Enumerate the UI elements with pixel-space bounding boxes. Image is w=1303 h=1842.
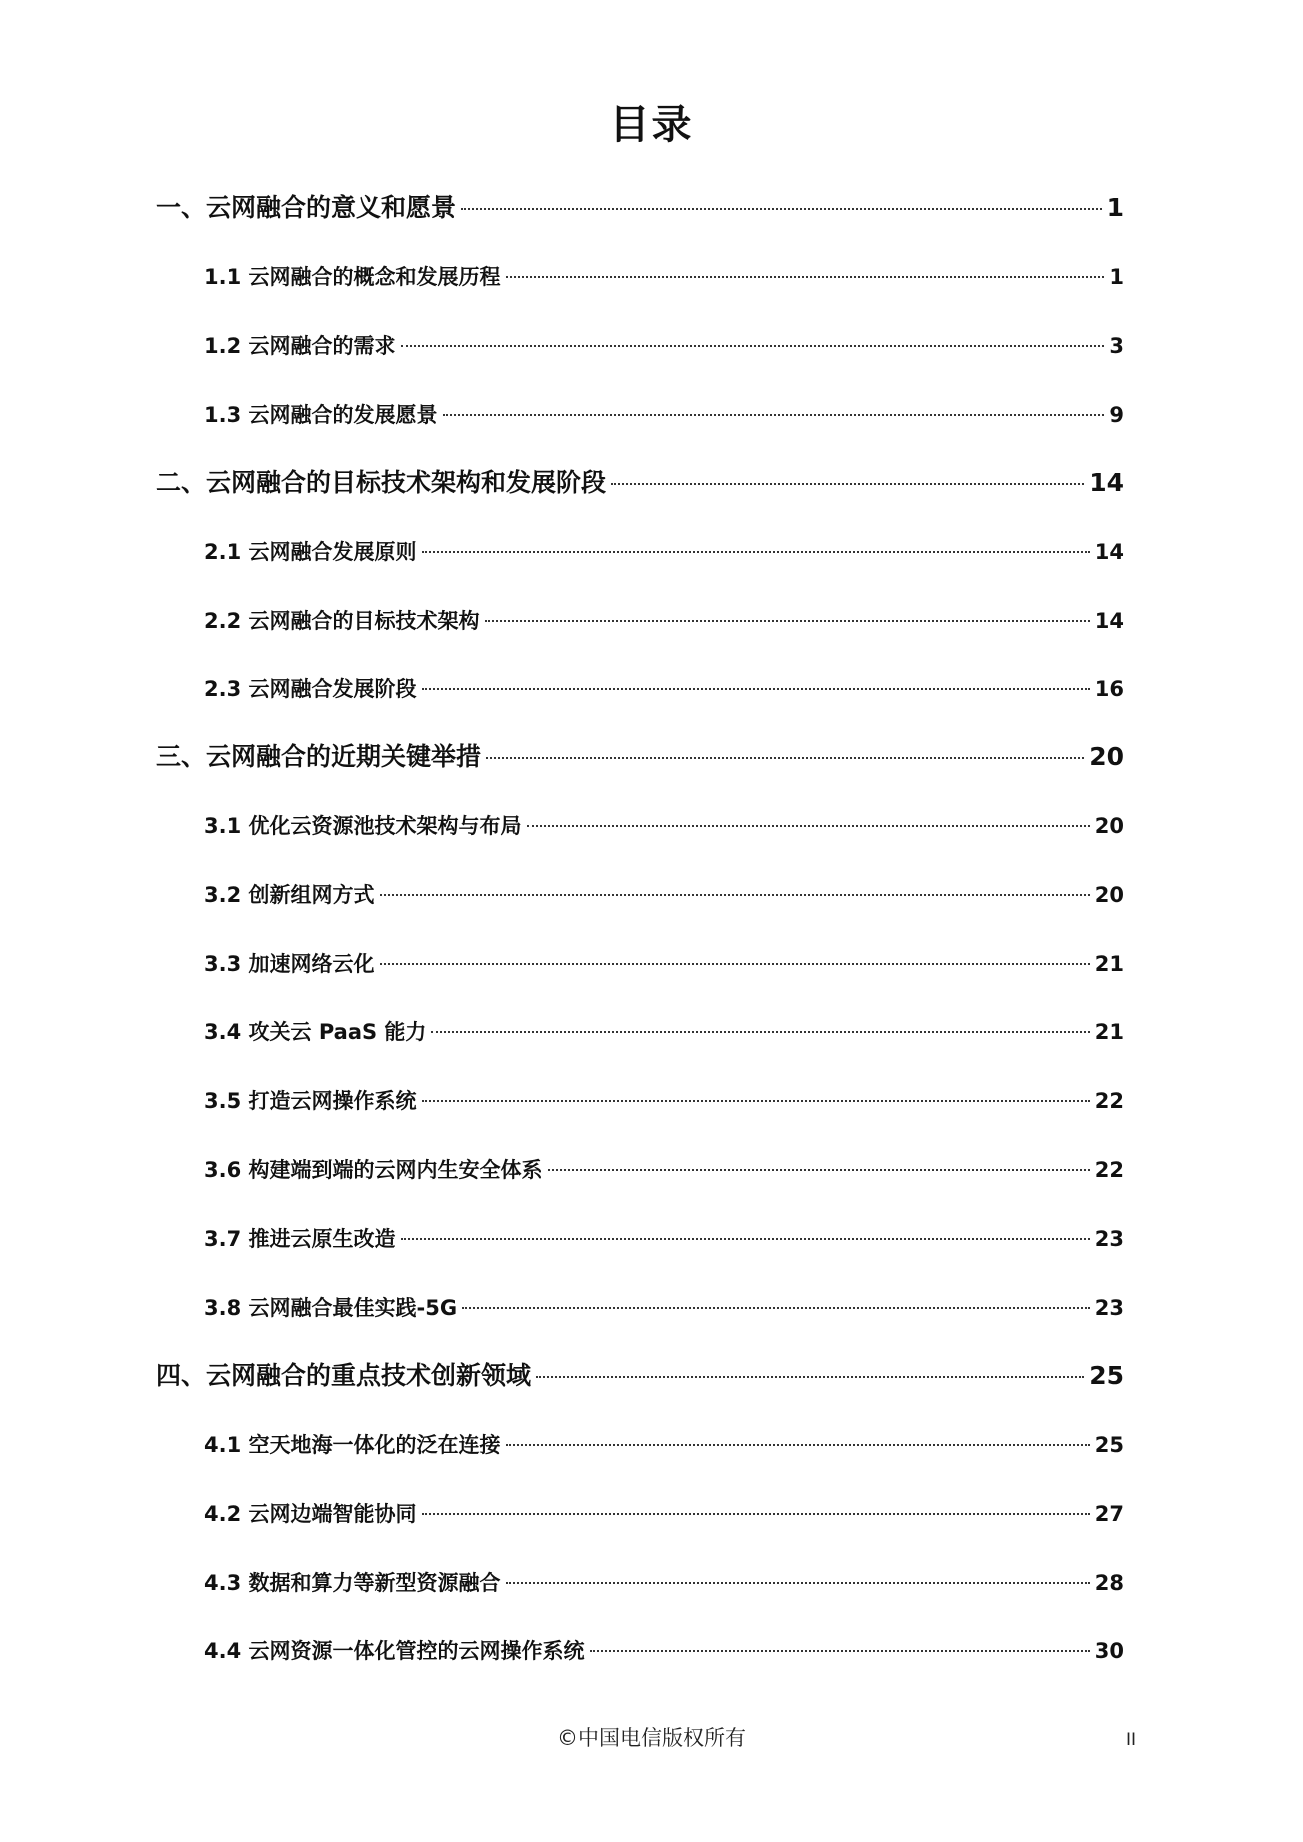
- toc-section-2-3[interactable]: [204, 669, 1124, 709]
- toc-entry-label: 3.3 加速网络云化: [204, 952, 375, 976]
- toc-entry-page: 23: [1094, 1227, 1124, 1251]
- toc-entry-label: 4.3 数据和算力等新型资源融合: [204, 1571, 501, 1595]
- toc-leader-dots: [486, 757, 1084, 759]
- toc-chapter-3[interactable]: [156, 737, 1124, 777]
- toc-leader-dots: [506, 1582, 1090, 1584]
- toc-entry-page: 16: [1094, 677, 1124, 701]
- toc-section-3-3[interactable]: [204, 944, 1124, 984]
- toc-section-3-5[interactable]: [204, 1081, 1124, 1121]
- toc-entry-label: 4.4 云网资源一体化管控的云网操作系统: [204, 1639, 585, 1663]
- toc-leader-dots: [443, 414, 1105, 416]
- toc-leader-dots: [485, 620, 1090, 622]
- toc-leader-dots: [462, 1307, 1090, 1309]
- toc-section-3-6[interactable]: [204, 1150, 1124, 1190]
- toc-section-4-3[interactable]: [204, 1563, 1124, 1603]
- page-title: 目录: [609, 102, 694, 148]
- toc-leader-dots: [527, 825, 1090, 827]
- toc-leader-dots: [422, 551, 1090, 553]
- toc-entry-label: 四、云网融合的重点技术创新领域: [156, 1361, 532, 1390]
- toc-section-4-2[interactable]: [204, 1494, 1124, 1534]
- toc-chapter-2[interactable]: [156, 463, 1124, 503]
- toc-leader-dots: [506, 276, 1105, 278]
- toc-leader-dots: [461, 208, 1102, 210]
- toc-section-3-8[interactable]: [204, 1288, 1124, 1328]
- toc-entry-page: 20: [1089, 742, 1124, 771]
- toc-leader-dots: [380, 894, 1090, 896]
- toc-leader-dots: [380, 963, 1090, 965]
- toc-leader-dots: [401, 345, 1105, 347]
- toc-leader-dots: [422, 1100, 1090, 1102]
- toc-section-1-1[interactable]: [204, 257, 1124, 297]
- toc-entry-page: 3: [1109, 334, 1124, 358]
- toc-entry-page: 22: [1094, 1089, 1124, 1113]
- toc-entry-page: 1: [1109, 265, 1124, 289]
- toc-section-2-1[interactable]: [204, 532, 1124, 572]
- toc-entry-page: 25: [1094, 1433, 1124, 1457]
- toc-entry-page: 14: [1094, 609, 1124, 633]
- toc-leader-dots: [506, 1444, 1090, 1446]
- toc-leader-dots: [548, 1169, 1090, 1171]
- toc-chapter-4[interactable]: [156, 1356, 1124, 1396]
- toc-entry-label: 3.7 推进云原生改造: [204, 1227, 396, 1251]
- toc-entry-page: 20: [1094, 883, 1124, 907]
- toc-entry-label: 二、云网融合的目标技术架构和发展阶段: [156, 468, 607, 497]
- toc-entry-page: 28: [1094, 1571, 1124, 1595]
- toc-section-2-2[interactable]: [204, 601, 1124, 641]
- toc-entry-label: 一、云网融合的意义和愿景: [156, 193, 457, 222]
- toc-entry-label: 2.1 云网融合发展原则: [204, 540, 417, 564]
- toc-entry-label: 1.3 云网融合的发展愿景: [204, 403, 438, 427]
- toc-entry-page: 20: [1094, 814, 1124, 838]
- toc-section-3-2[interactable]: [204, 875, 1124, 915]
- toc-entry-page: 23: [1094, 1296, 1124, 1320]
- toc-entry-label: 3.5 打造云网操作系统: [204, 1089, 417, 1113]
- toc-entry-label: 3.2 创新组网方式: [204, 883, 375, 907]
- toc-entry-label: 3.4 攻关云 PaaS 能力: [204, 1020, 427, 1044]
- footer-page-number: II: [1126, 1730, 1137, 1750]
- toc-chapter-1[interactable]: [156, 188, 1124, 228]
- toc-section-3-4[interactable]: [204, 1012, 1124, 1052]
- toc-section-4-4[interactable]: [204, 1631, 1124, 1671]
- toc-leader-dots: [401, 1238, 1090, 1240]
- toc-leader-dots: [431, 1031, 1089, 1033]
- toc-entry-label: 4.1 空天地海一体化的泛在连接: [204, 1433, 501, 1457]
- footer-copyright: ©中国电信版权所有: [557, 1726, 746, 1750]
- toc-entry-label: 2.2 云网融合的目标技术架构: [204, 609, 480, 633]
- toc-section-3-7[interactable]: [204, 1219, 1124, 1259]
- toc-entry-page: 1: [1106, 193, 1124, 222]
- toc-entry-page: 21: [1094, 1020, 1124, 1044]
- toc-entry-page: 14: [1094, 540, 1124, 564]
- toc-section-1-3[interactable]: [204, 395, 1124, 435]
- toc-entry-label: 3.1 优化云资源池技术架构与布局: [204, 814, 522, 838]
- toc-entry-page: 21: [1094, 952, 1124, 976]
- toc-leader-dots: [611, 483, 1084, 485]
- toc-leader-dots: [422, 1513, 1090, 1515]
- toc-entry-label: 3.8 云网融合最佳实践-5G: [204, 1296, 458, 1320]
- toc-section-1-2[interactable]: [204, 326, 1124, 366]
- toc-entry-label: 三、云网融合的近期关键举措: [156, 742, 482, 771]
- toc-entry-label: 4.2 云网边端智能协同: [204, 1502, 417, 1526]
- toc-entry-label: 3.6 构建端到端的云网内生安全体系: [204, 1158, 543, 1182]
- toc-leader-dots: [422, 688, 1090, 690]
- toc-leader-dots: [536, 1376, 1084, 1378]
- toc-entry-page: 14: [1089, 468, 1124, 497]
- toc-entry-page: 9: [1109, 403, 1124, 427]
- toc-entry-page: 25: [1089, 1361, 1124, 1390]
- toc-entry-page: 27: [1094, 1502, 1124, 1526]
- toc-entry-label: 1.1 云网融合的概念和发展历程: [204, 265, 501, 289]
- toc-entry-page: 22: [1094, 1158, 1124, 1182]
- toc-section-4-1[interactable]: [204, 1425, 1124, 1465]
- toc-entry-label: 1.2 云网融合的需求: [204, 334, 396, 358]
- toc-entry-page: 30: [1094, 1639, 1124, 1663]
- toc-leader-dots: [590, 1650, 1090, 1652]
- toc-section-3-1[interactable]: [204, 806, 1124, 846]
- toc-entry-label: 2.3 云网融合发展阶段: [204, 677, 417, 701]
